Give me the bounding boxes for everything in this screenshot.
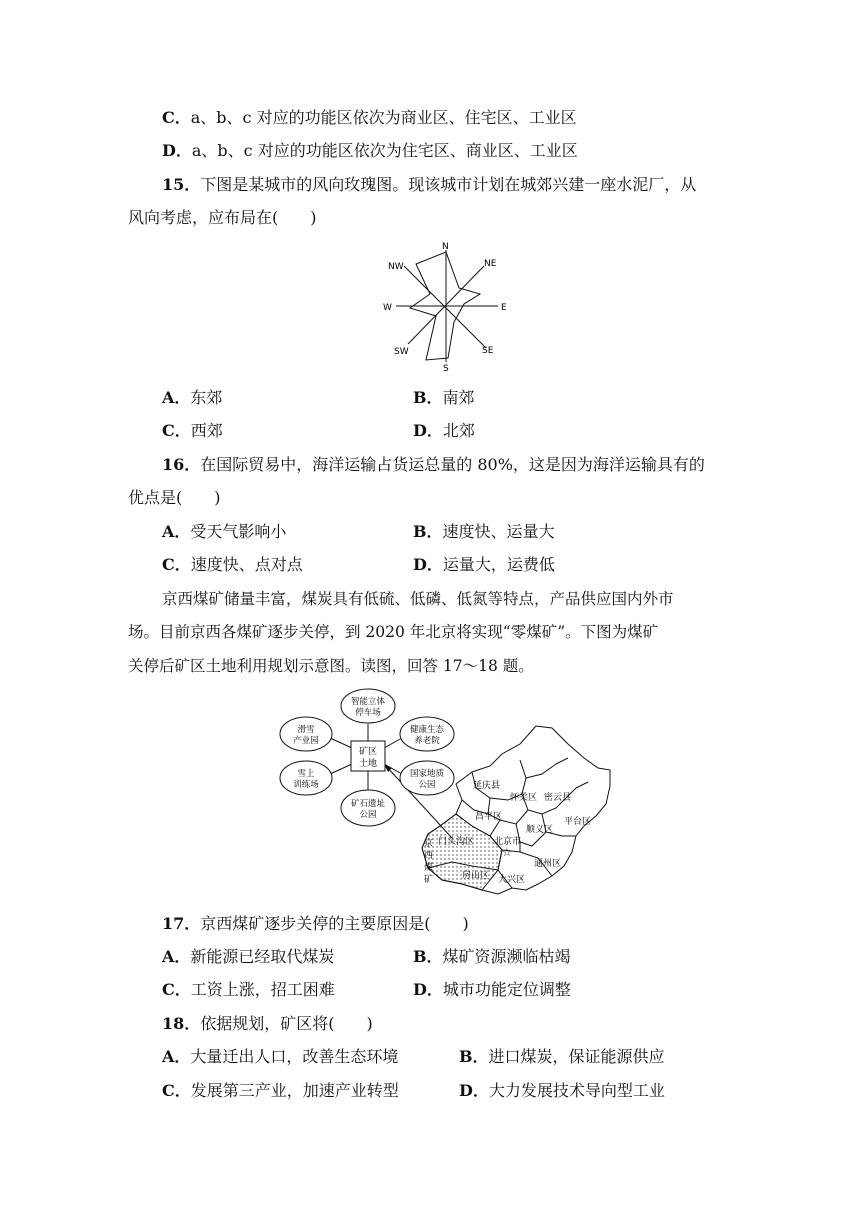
q14-option-d[interactable] bbox=[162, 141, 578, 161]
option-letter: C． bbox=[162, 980, 191, 999]
option-text: 大力发展技术导向型工业 bbox=[488, 1081, 665, 1100]
node-snow-2: 训练场 bbox=[293, 780, 319, 790]
q17-option-d[interactable] bbox=[413, 980, 571, 1000]
q16-stem-line-2: 优点是( ) bbox=[128, 488, 221, 507]
question-number: 18． bbox=[162, 1014, 201, 1033]
option-text: 发展第三产业，加速产业转型 bbox=[190, 1081, 399, 1100]
district-pinggu: 平台区 bbox=[564, 817, 592, 827]
mine-land-use-diagram bbox=[276, 686, 616, 900]
option-letter: B． bbox=[413, 947, 443, 966]
option-letter: A． bbox=[162, 947, 191, 966]
jingxi-char-3: 煤 bbox=[424, 863, 434, 873]
option-letter: D． bbox=[413, 980, 443, 999]
question-number: 15． bbox=[162, 175, 201, 194]
district-mentougou: 门头沟区 bbox=[438, 837, 475, 847]
option-letter: B． bbox=[413, 388, 443, 407]
wind-rose-figure bbox=[372, 236, 522, 376]
q16-option-a[interactable] bbox=[162, 522, 286, 542]
question-stem: 京西煤矿逐步关停的主要原因是( ) bbox=[200, 914, 469, 933]
option-letter: C． bbox=[162, 555, 191, 574]
district-changping: 昌平区 bbox=[475, 812, 503, 822]
node-ski-2: 产业园 bbox=[293, 736, 319, 746]
q18-option-c[interactable] bbox=[162, 1081, 399, 1101]
q15-option-b[interactable] bbox=[413, 388, 475, 408]
question-number: 17． bbox=[162, 914, 201, 933]
center-label-1: 矿区 bbox=[358, 747, 378, 757]
option-text: 速度快、点对点 bbox=[190, 555, 303, 574]
option-text: 进口煤炭，保证能源供应 bbox=[488, 1047, 665, 1066]
district-huairou: 怀柔区 bbox=[510, 793, 538, 803]
option-text: 工资上涨，招工困难 bbox=[190, 980, 335, 999]
option-letter: A． bbox=[162, 388, 191, 407]
node-parking-2: 停车场 bbox=[355, 708, 381, 718]
q18-option-d[interactable] bbox=[459, 1081, 665, 1101]
option-letter: C． bbox=[162, 1081, 191, 1100]
question-stem: 在国际贸易中，海洋运输占货运总量的 80%，这是因为海洋运输具有的 bbox=[200, 455, 705, 474]
passage-line-1: 京西煤矿储量丰富，煤炭具有低硫、低磷、低氮等特点，产品供应国内外市 bbox=[162, 590, 674, 608]
q17-stem bbox=[162, 914, 469, 934]
option-letter: D． bbox=[413, 421, 443, 440]
district-shunyi: 顺义区 bbox=[526, 825, 554, 835]
q17-option-c[interactable] bbox=[162, 980, 335, 1000]
option-text: 煤矿资源濒临枯竭 bbox=[442, 947, 571, 966]
q18-option-a[interactable] bbox=[162, 1047, 398, 1067]
option-text: 城市功能定位调整 bbox=[442, 980, 571, 999]
jingxi-char-2: 西 bbox=[424, 851, 434, 861]
q16-option-c[interactable] bbox=[162, 555, 303, 575]
q16-stem-line-1 bbox=[162, 455, 705, 475]
question-stem: 依据规划，矿区将( ) bbox=[200, 1014, 373, 1033]
option-letter: C． bbox=[162, 421, 191, 440]
option-letter: D． bbox=[459, 1081, 489, 1100]
passage-line-3: 关停后矿区土地利用规划示意图。读图，回答 17～18 题。 bbox=[128, 657, 534, 675]
q15-stem-line-1 bbox=[162, 175, 696, 195]
option-text: 受天气影响小 bbox=[190, 522, 287, 541]
option-text: a、b、c 对应的功能区依次为商业区、住宅区、工业区 bbox=[190, 108, 577, 127]
district-daxing: 大兴区 bbox=[498, 875, 526, 885]
q16-option-d[interactable] bbox=[413, 555, 555, 575]
option-text: 北郊 bbox=[442, 421, 475, 440]
option-text: a、b、c 对应的功能区依次为住宅区、商业区、工业区 bbox=[191, 141, 578, 160]
q15-option-d[interactable] bbox=[413, 421, 475, 441]
label-s: S bbox=[443, 364, 449, 374]
node-snow-1: 雪上 bbox=[297, 769, 315, 779]
option-text: 西郊 bbox=[190, 421, 223, 440]
option-text: 东郊 bbox=[190, 388, 223, 407]
node-geopark-2: 公园 bbox=[418, 780, 436, 790]
label-w: W bbox=[383, 303, 392, 313]
node-geopark-1: 国家地质 bbox=[409, 769, 445, 779]
q17-option-b[interactable] bbox=[413, 947, 571, 967]
center-label-2: 土地 bbox=[358, 759, 378, 769]
node-mine-park-2: 公园 bbox=[359, 810, 377, 820]
jingxi-char-1: 京 bbox=[424, 839, 434, 849]
option-letter: A． bbox=[162, 522, 191, 541]
district-miyun: 密云县 bbox=[544, 793, 572, 803]
q15-option-a[interactable] bbox=[162, 388, 222, 408]
label-n: N bbox=[442, 242, 449, 252]
option-letter: C． bbox=[162, 108, 191, 127]
q15-option-c[interactable] bbox=[162, 421, 223, 441]
district-fangshan: 房山区 bbox=[462, 871, 490, 881]
label-se: SE bbox=[482, 346, 494, 356]
passage-line-2: 场。目前京西各煤矿逐步关停，到 2020 年北京将实现“零煤矿”。下图为煤矿 bbox=[128, 623, 659, 641]
q16-option-b[interactable] bbox=[413, 522, 555, 542]
question-number: 16． bbox=[162, 455, 201, 474]
option-text: 运量大，运费低 bbox=[442, 555, 555, 574]
label-e: E bbox=[501, 303, 507, 313]
label-sw: SW bbox=[394, 347, 409, 357]
q15-stem-line-2: 风向考虑，应布局在( ) bbox=[128, 208, 317, 227]
option-text: 大量迁出人口，改善生态环境 bbox=[190, 1047, 399, 1066]
option-letter: A． bbox=[162, 1047, 191, 1066]
question-stem: 下图是某城市的风向玫瑰图。现该城市计划在城郊兴建一座水泥厂，从 bbox=[200, 175, 697, 194]
q18-stem bbox=[162, 1014, 373, 1034]
option-letter: B． bbox=[413, 522, 443, 541]
option-text: 速度快、运量大 bbox=[442, 522, 555, 541]
node-eldercare-1: 健康生态 bbox=[409, 725, 445, 735]
node-mine-park-1: 矿石遗址 bbox=[350, 799, 386, 809]
q14-option-c[interactable] bbox=[162, 108, 577, 128]
q17-option-a[interactable] bbox=[162, 947, 334, 967]
option-letter: D． bbox=[413, 555, 443, 574]
district-tongzhou: 通州区 bbox=[534, 859, 562, 869]
capital-star-icon: ☆ bbox=[502, 846, 512, 859]
jingxi-char-4: 矿 bbox=[424, 875, 434, 885]
node-parking-1: 智能立体 bbox=[350, 697, 386, 707]
label-nw: NW bbox=[388, 262, 404, 272]
option-letter: D． bbox=[162, 141, 192, 160]
label-ne: NE bbox=[484, 259, 497, 269]
option-letter: B． bbox=[459, 1047, 489, 1066]
node-eldercare-2: 养老院 bbox=[414, 736, 440, 746]
district-beijing: 北京市 bbox=[494, 837, 522, 847]
node-ski-1: 滑雪 bbox=[297, 725, 315, 735]
district-yanqing: 延庆县 bbox=[473, 781, 501, 791]
option-text: 南郊 bbox=[442, 388, 475, 407]
option-text: 新能源已经取代煤炭 bbox=[190, 947, 335, 966]
q18-option-b[interactable] bbox=[459, 1047, 665, 1067]
